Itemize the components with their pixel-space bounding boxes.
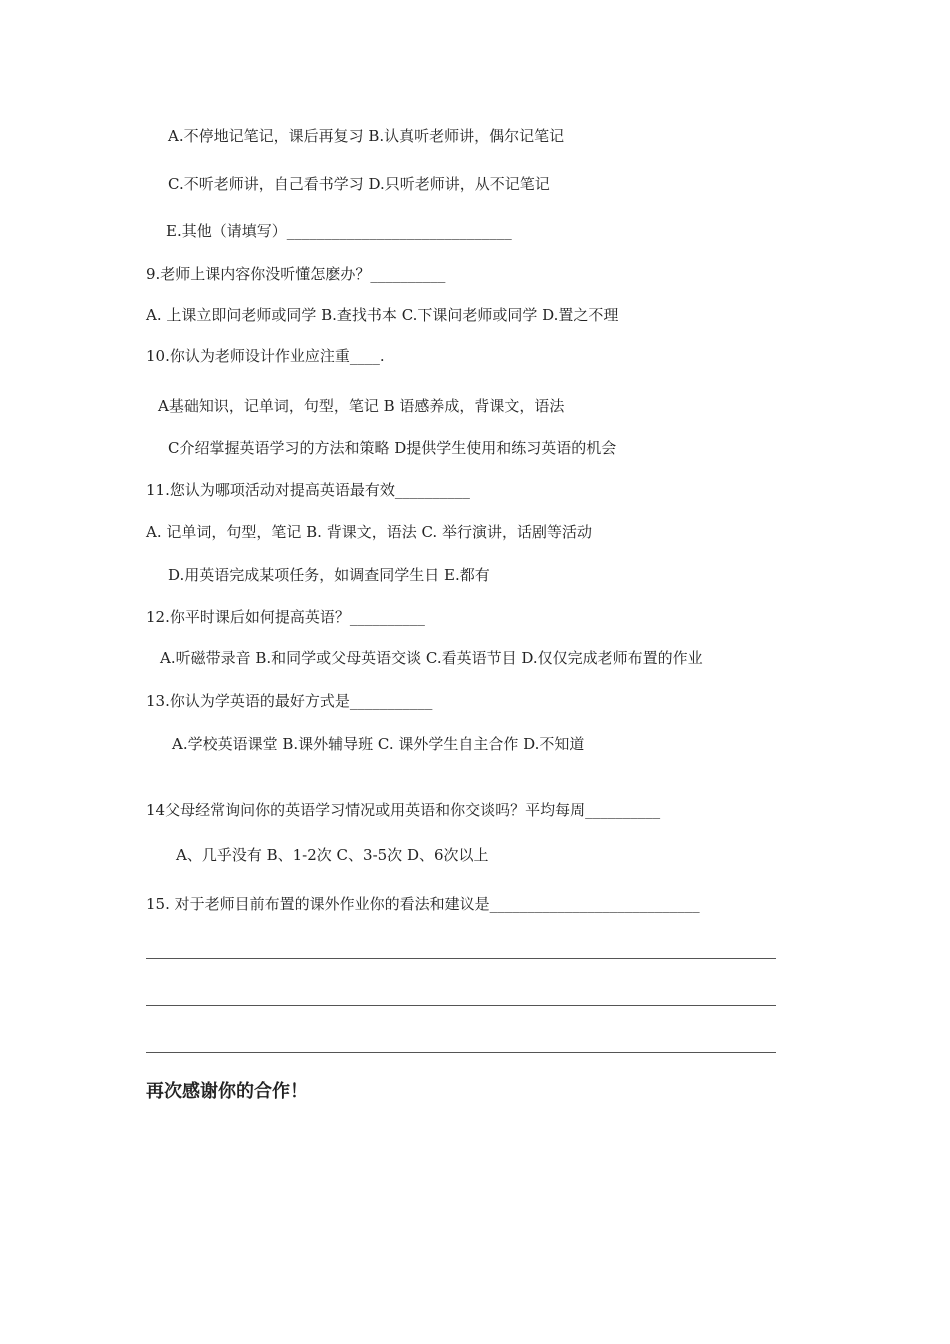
q8-option-e: E.其他（请填写）______________________________ bbox=[166, 222, 512, 240]
answer-line-3[interactable] bbox=[146, 1052, 776, 1053]
q10-question: 10.你认为老师设计作业应注重____. bbox=[146, 347, 385, 365]
answer-line-2[interactable] bbox=[146, 1005, 776, 1006]
q8-options-cd: C.不听老师讲，自己看书学习 D.只听老师讲，从不记笔记 bbox=[168, 175, 550, 193]
q13-question: 13.你认为学英语的最好方式是___________ bbox=[146, 692, 433, 710]
q15-question: 15. 对于老师目前布置的课外作业你的看法和建议是____________________________ bbox=[146, 895, 700, 913]
q13-options: A.学校英语课堂 B.课外辅导班 C. 课外学生自主合作 D.不知道 bbox=[172, 735, 585, 753]
q10-options-ab: A基础知识，记单词，句型，笔记 B 语感养成，背课文，语法 bbox=[158, 397, 565, 415]
q8-options-ab: A.不停地记笔记，课后再复习 B.认真听老师讲，偶尔记笔记 bbox=[168, 127, 565, 145]
q14-options: A、几乎没有 B、1-2次 C、3-5次 D、6次以上 bbox=[176, 846, 489, 864]
q14-question: 14父母经常询问你的英语学习情况或用英语和你交谈吗？平均每周__________ bbox=[146, 801, 661, 819]
q10-options-cd: C介绍掌握英语学习的方法和策略 D提供学生使用和练习英语的机会 bbox=[168, 439, 617, 457]
q9-options: A. 上课立即问老师或同学 B.查找书本 C.下课问老师或同学 D.置之不理 bbox=[146, 306, 619, 324]
q11-options-de: D.用英语完成某项任务，如调查同学生日 E.都有 bbox=[168, 566, 490, 584]
answer-line-1[interactable] bbox=[146, 958, 776, 959]
q11-question: 11.您认为哪项活动对提高英语最有效__________ bbox=[146, 481, 470, 499]
q11-options-abc: A. 记单词，句型，笔记 B. 背课文，语法 C. 举行演讲，话剧等活动 bbox=[146, 523, 592, 541]
q12-options: A.听磁带录音 B.和同学或父母英语交谈 C.看英语节目 D.仅仅完成老师布置的作业 bbox=[160, 649, 703, 667]
q9-question: 9.老师上课内容你没听懂怎麽办？__________ bbox=[146, 265, 446, 283]
closing-thanks: 再次感谢你的合作！ bbox=[146, 1081, 308, 1102]
q12-question: 12.你平时课后如何提高英语？__________ bbox=[146, 608, 425, 626]
